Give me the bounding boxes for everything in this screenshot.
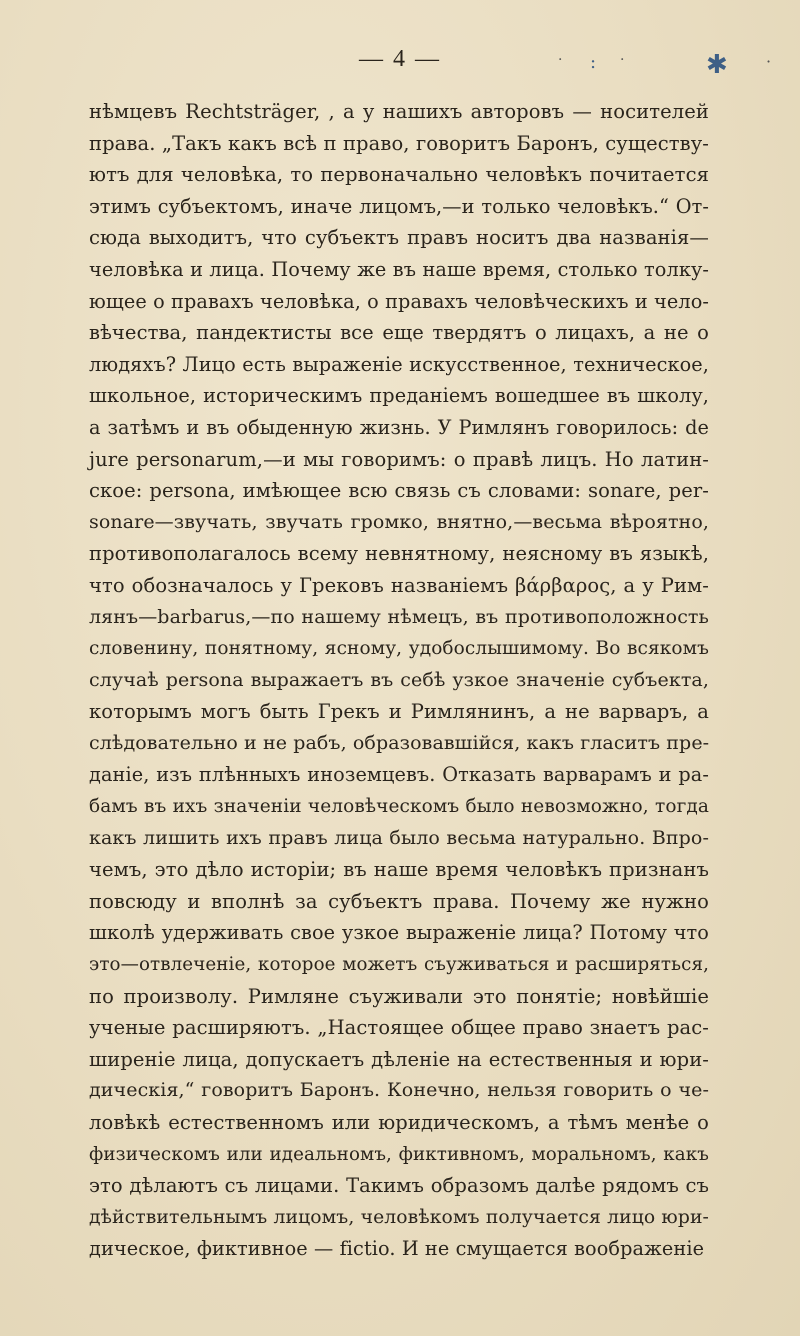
body-text (89, 96, 709, 1265)
text-line: людяхъ? Лицо есть выраженіе искусственное, техническое, (89, 352, 709, 376)
ink-speck: · (620, 52, 625, 68)
text-line: это—отвлеченіе, которое можетъ съуживаться и расширяться, (89, 954, 709, 976)
text-line: сюда выходитъ, что субъектъ правъ носитъ два названія— (89, 226, 709, 250)
text-line: человѣка и лица. Почему же въ наше время, столько толку- (89, 257, 709, 281)
text-line: jure personarum,—и мы говоримъ: о правѣ лицъ. Но латин- (89, 447, 709, 471)
text-line: по произволу. Римляне съуживали это понятіе; новѣйшіе (89, 984, 709, 1008)
text-line: школѣ удерживать свое узкое выраженіе лица? Потому что (89, 921, 709, 945)
text-line: физическомъ или идеальномъ, фиктивномъ, моральномъ, какъ (89, 1143, 709, 1165)
text-line: случаѣ persona выражаетъ въ себѣ узкое значеніе субъекта, (89, 668, 709, 691)
text-line: ученые расширяютъ. „Настоящее общее право знаетъ рас- (89, 1016, 709, 1040)
text-line: а затѣмъ и въ обыденную жизнь. У Римлянъ говорилось: de (89, 415, 709, 439)
text-line: дическое, фиктивное — fictio. И не смущается воображеніе (89, 1237, 705, 1261)
text-line: ютъ для человѣка, то первоначально человѣкъ почитается (89, 163, 709, 187)
text-line: даніе, изъ плѣнныхъ иноземцевъ. Отказать варварамъ и ра- (89, 763, 709, 787)
text-line: школьное, историческимъ преданіемъ вошедшее въ школу, (89, 384, 709, 408)
ink-speck: · (766, 52, 772, 71)
text-line: противополагалось всему невнятному, неясному въ языкѣ, (89, 542, 709, 566)
text-line: слѣдовательно и не рабъ, образовавшійся, какъ гласитъ пре- (89, 731, 710, 754)
ink-speck: · (558, 52, 563, 68)
text-line: ское: persona, имѣющее всю связь съ словами: sonare, per- (89, 479, 709, 503)
text-line: это дѣлаютъ съ лицами. Такимъ образомъ далѣе рядомъ съ (89, 1174, 709, 1198)
text-line: вѣчества, пандектисты все еще твердятъ о лицахъ, а не о (89, 321, 709, 345)
text-line: sonare—звучать, звучать громко, внятно,—весьма вѣроятно, (89, 510, 709, 533)
text-line: чемъ, это дѣло исторіи; въ наше время человѣкъ признанъ (89, 858, 709, 882)
text-line: дическія,“ говоритъ Баронъ. Конечно, нельзя говорить о че- (89, 1079, 709, 1102)
text-line: права. „Такъ какъ всѣ п право, говоритъ Баронъ, существу- (89, 131, 709, 155)
ink-blot: ✱ (706, 50, 728, 80)
text-line: повсюду и вполнѣ за субъектъ права. Почему же нужно (89, 889, 709, 913)
text-line: что обозначалось у Грековъ названіемъ βάρβαρος, а у Рим- (89, 573, 709, 597)
text-line: нѣмцевъ Rechtsträger, , а у нашихъ авторовъ — носителей (89, 100, 709, 123)
text-line: ловѣкѣ естественномъ или юридическомъ, а тѣмъ менѣе о (89, 1111, 709, 1134)
page-number: — 4 — (359, 46, 441, 72)
text-line: ширеніе лица, допускаетъ дѣленіе на естественныя и юри- (89, 1047, 709, 1071)
text-line: бамъ въ ихъ значеніи человѣческомъ было невозможно, тогда (89, 796, 709, 818)
text-line: дѣйствительнымъ лицомъ, человѣкомъ получается лицо юри- (89, 1206, 709, 1228)
text-line: какъ лишить ихъ правъ лица было весьма натурально. Впро- (89, 826, 709, 849)
text-line: которымъ могъ быть Грекъ и Римлянинъ, а не варваръ, а (89, 700, 709, 724)
text-line: ющее о правахъ человѣка, о правахъ человѣческихъ и чело- (89, 289, 709, 313)
ink-speck: : (590, 52, 597, 73)
text-line: этимъ субъектомъ, иначе лицомъ,—и только человѣкъ.“ От- (89, 194, 709, 218)
text-line: лянъ—barbarus,—по нашему нѣмецъ, въ противоположность (89, 605, 709, 628)
text-line: словенину, понятному, ясному, удобослышимому. Во всякомъ (89, 638, 709, 660)
